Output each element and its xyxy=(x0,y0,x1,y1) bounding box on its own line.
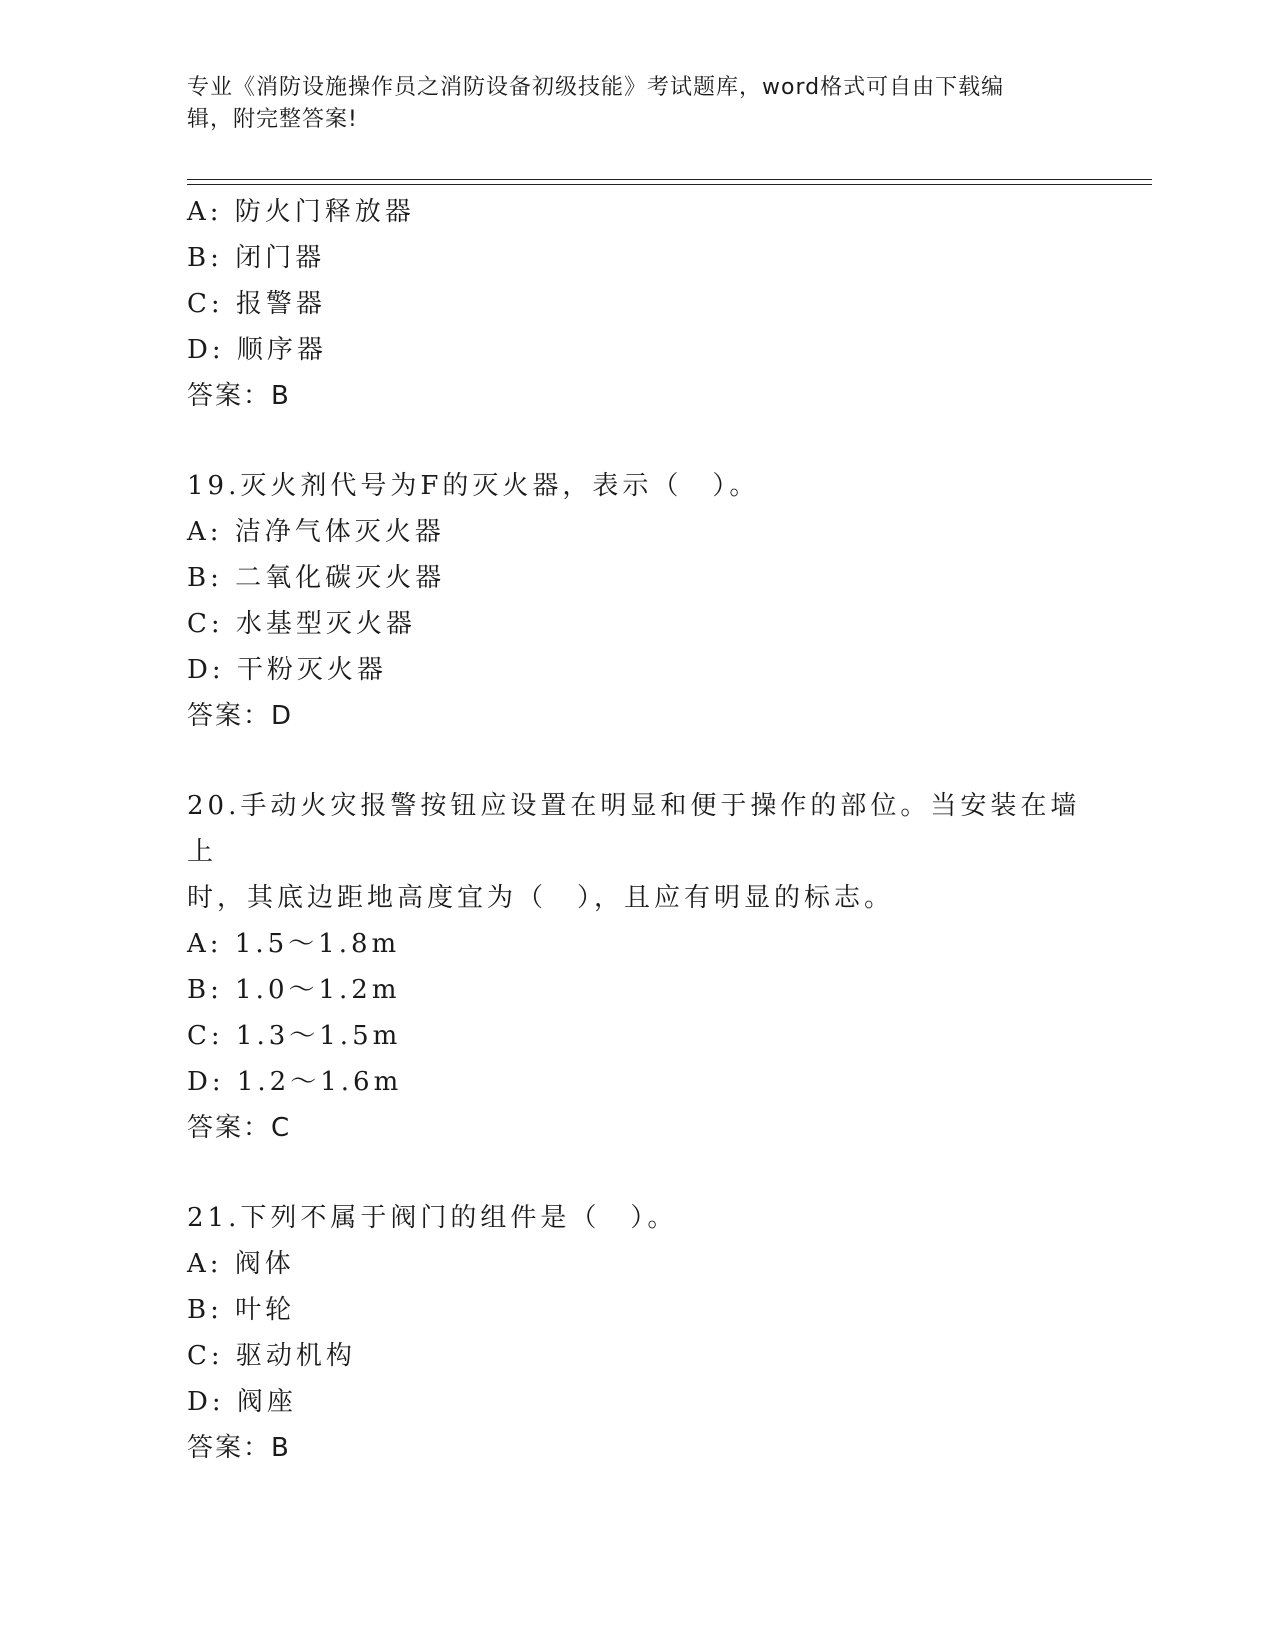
question-stem-line-1: 20.手动火灾报警按钮应设置在明显和便于操作的部位。当安装在墙上 xyxy=(187,791,1081,867)
header-line-1: 专业《消防设施操作员之消防设备初级技能》考试题库，word格式可自由下载编 xyxy=(187,75,1005,100)
answer: 答案：C xyxy=(187,1113,292,1143)
question-18 xyxy=(187,189,1087,419)
option-a: A: 洁净气体灭火器 xyxy=(187,517,445,547)
option-c: C: 报警器 xyxy=(187,289,326,319)
option-d: D: 阀座 xyxy=(187,1387,297,1417)
question-21 xyxy=(187,1195,1087,1471)
option-c: C: 1.3～1.5m xyxy=(187,1021,402,1051)
spacer xyxy=(187,419,1087,463)
question-stem-line-2: 时，其底边距地高度宜为（ ），且应有明显的标志。 xyxy=(187,883,895,913)
question-list xyxy=(187,189,1087,1471)
document-header xyxy=(187,72,1087,136)
question-stem: 21.下列不属于阀门的组件是（ ）。 xyxy=(187,1203,678,1233)
option-a: A: 防火门释放器 xyxy=(187,197,415,227)
option-c: C: 水基型灭火器 xyxy=(187,609,416,639)
question-19 xyxy=(187,463,1087,739)
header-divider-bottom xyxy=(187,184,1152,185)
option-b: B: 1.0～1.2m xyxy=(187,975,401,1005)
option-d: D: 1.2～1.6m xyxy=(187,1067,403,1097)
option-d: D: 顺序器 xyxy=(187,335,327,365)
option-c: C: 驱动机构 xyxy=(187,1341,356,1371)
header-line-2: 辑，附完整答案! xyxy=(187,107,358,132)
option-b: B: 闭门器 xyxy=(187,243,326,273)
option-b: B: 二氧化碳灭火器 xyxy=(187,563,446,593)
spacer xyxy=(187,1151,1087,1195)
question-stem: 19.灭火剂代号为F的灭火器，表示（ ）。 xyxy=(187,471,760,501)
answer: 答案：B xyxy=(187,1433,291,1463)
option-a: A: 阀体 xyxy=(187,1249,295,1279)
option-b: B: 叶轮 xyxy=(187,1295,296,1325)
header-divider-top xyxy=(187,179,1152,180)
option-a: A: 1.5～1.8m xyxy=(187,929,401,959)
answer: 答案：D xyxy=(187,701,294,731)
spacer xyxy=(187,739,1087,783)
option-d: D: 干粉灭火器 xyxy=(187,655,387,685)
question-20 xyxy=(187,783,1087,1151)
answer: 答案：B xyxy=(187,381,291,411)
